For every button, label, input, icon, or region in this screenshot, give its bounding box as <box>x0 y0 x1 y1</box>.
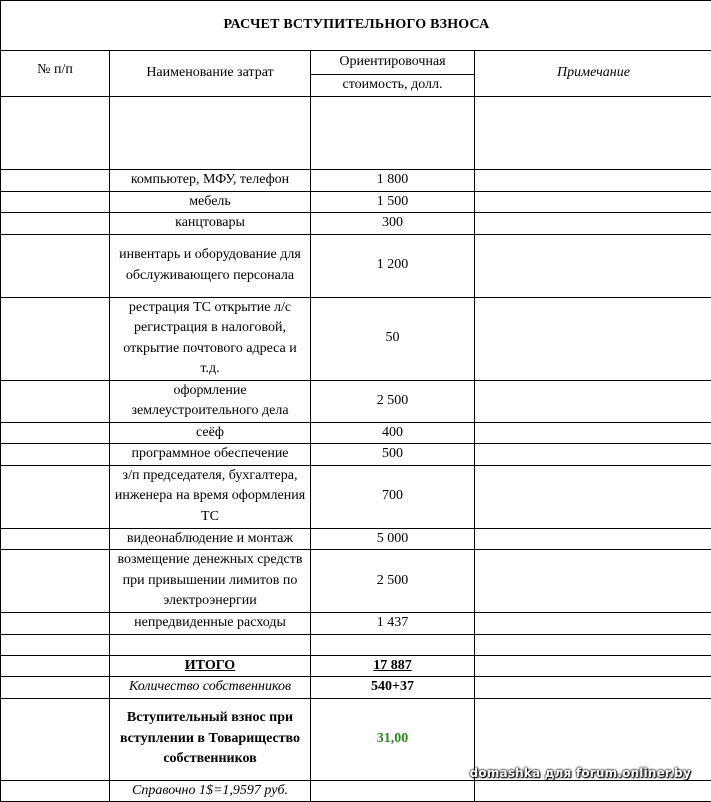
cell-cost: 500 <box>311 444 475 466</box>
cell-name: мебель <box>110 191 311 213</box>
header-note: Примечание <box>475 51 711 97</box>
fee-value: 31,00 <box>311 698 475 780</box>
table-row <box>1 550 711 613</box>
cell-cost: 1 500 <box>311 191 475 213</box>
cell-empty <box>311 97 475 170</box>
header-cost-line2: стоимость, долл. <box>311 75 475 97</box>
cell-number <box>1 213 110 235</box>
cell-name: оформление землеустроительного дела <box>110 380 311 422</box>
header-name: Наименование затрат <box>110 51 311 97</box>
cell-cost: 2 500 <box>311 550 475 613</box>
spacer-row <box>1 634 711 655</box>
cell-name: возмещение денежных средств при привышении лимитов по электроэнергии <box>110 550 311 613</box>
table-row <box>1 297 711 380</box>
table-row <box>1 191 711 213</box>
cell-note <box>475 422 711 444</box>
header-row-top <box>1 51 711 75</box>
cell-number <box>1 170 110 192</box>
cell-cost: 5 000 <box>311 528 475 550</box>
cell-number <box>1 550 110 613</box>
cell-cost: 1 200 <box>311 234 475 297</box>
cell-cost: 50 <box>311 297 475 380</box>
cell-number <box>1 380 110 422</box>
fee-label: Вступительный взнос при вступлении в Товарищество собственников <box>110 698 311 780</box>
reference-row <box>1 780 711 802</box>
cell-number <box>1 191 110 213</box>
cell-empty <box>1 698 110 780</box>
cell-note <box>475 380 711 422</box>
header-cost-line1: Ориентировочная <box>311 51 475 75</box>
exchange-rate-note: Справочно 1$=1,9597 руб. <box>110 780 311 802</box>
cell-note <box>475 234 711 297</box>
total-row <box>1 655 711 677</box>
cell-note <box>475 297 711 380</box>
cell-empty <box>475 97 711 170</box>
cell-name: непредвиденные расходы <box>110 613 311 635</box>
cell-note <box>475 213 711 235</box>
table-row <box>1 528 711 550</box>
empty-row <box>1 97 711 170</box>
total-value: 17 887 <box>311 655 475 677</box>
cell-empty <box>1 655 110 677</box>
cell-note <box>475 550 711 613</box>
header-number: № п/п <box>1 51 110 97</box>
cell-empty <box>1 677 110 699</box>
cell-cost: 1 437 <box>311 613 475 635</box>
table-row <box>1 213 711 235</box>
cell-name: видеонаблюдение и монтаж <box>110 528 311 550</box>
cell-name: сеёф <box>110 422 311 444</box>
cell-number <box>1 444 110 466</box>
title-row <box>1 1 711 51</box>
cell-cost: 400 <box>311 422 475 444</box>
cell-name: з/п председателя, бухгалтера, инженера на время оформления ТС <box>110 465 311 528</box>
table-row <box>1 234 711 297</box>
cell-name: рестрация ТС открытие л/с регистрация в налоговой, открытие почтового адреса и т.д. <box>110 297 311 380</box>
cell-number <box>1 234 110 297</box>
table-row <box>1 380 711 422</box>
total-label: ИТОГО <box>110 655 311 677</box>
cell-cost: 2 500 <box>311 380 475 422</box>
cell-empty <box>311 634 475 655</box>
cell-empty <box>1 780 110 802</box>
cell-empty <box>475 655 711 677</box>
owners-label: Количество собственников <box>110 677 311 699</box>
table-row <box>1 422 711 444</box>
cell-name: программное обеспечение <box>110 444 311 466</box>
cell-empty <box>1 634 110 655</box>
table-row <box>1 465 711 528</box>
cell-note <box>475 465 711 528</box>
cell-empty <box>475 677 711 699</box>
cell-number <box>1 465 110 528</box>
owners-row <box>1 677 711 699</box>
cell-name: канцтовары <box>110 213 311 235</box>
forum-watermark: domashka для forum.onliner.by <box>470 766 691 780</box>
page-title: РАСЧЕТ ВСТУПИТЕЛЬНОГО ВЗНОСА <box>1 1 711 51</box>
cell-number <box>1 613 110 635</box>
cell-number <box>1 422 110 444</box>
cell-empty <box>311 780 475 802</box>
owners-value: 540+37 <box>311 677 475 699</box>
cell-name: компьютер, МФУ, телефон <box>110 170 311 192</box>
cell-number <box>1 528 110 550</box>
cell-note <box>475 613 711 635</box>
cell-cost: 1 800 <box>311 170 475 192</box>
table-row <box>1 170 711 192</box>
cell-cost: 300 <box>311 213 475 235</box>
cell-empty <box>1 97 110 170</box>
cell-name: инвентарь и оборудование для обслуживающего персонала <box>110 234 311 297</box>
cell-empty <box>110 634 311 655</box>
cell-note <box>475 170 711 192</box>
cell-note <box>475 528 711 550</box>
cell-note <box>475 444 711 466</box>
table-row <box>1 613 711 635</box>
table-row <box>1 444 711 466</box>
cell-empty <box>110 97 311 170</box>
cell-empty <box>475 634 711 655</box>
cell-cost: 700 <box>311 465 475 528</box>
cell-number <box>1 297 110 380</box>
cell-note <box>475 191 711 213</box>
cell-empty <box>475 780 711 802</box>
